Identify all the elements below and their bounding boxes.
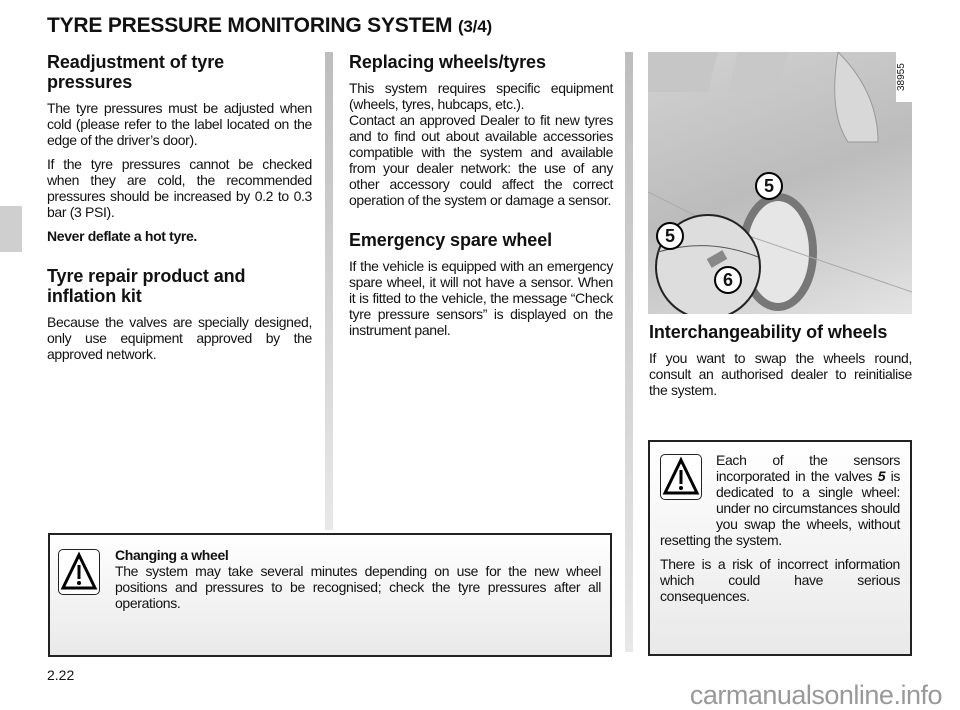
column-divider	[625, 52, 633, 652]
watermark: carmanualsonline.info	[689, 680, 942, 710]
heading-readjustment: Readjustment of tyre pressures	[47, 52, 225, 92]
figure-reference: 38955	[896, 52, 912, 102]
paragraph: If the vehicle is equipped with an emergency spare wheel, it will not have a sensor. When it is fitted to the vehicle, the message “Check tyre pressure sensors” is displayed on the instrument panel.	[349, 258, 613, 338]
heading-interchangeability: Interchangeability of wheels	[649, 322, 888, 342]
paragraph: The tyre pressures must be adjusted when cold (please refer to the label located on the edge of the driver’s door).	[47, 100, 312, 148]
column-3	[649, 322, 912, 406]
ref-5: 5	[877, 468, 886, 484]
warning-box-changing-wheel	[48, 533, 612, 657]
paragraph: Because the valves are specially designed, only use equipment approved by the approved network.	[47, 314, 312, 362]
column-2	[349, 52, 613, 346]
warning-triangle-icon	[660, 454, 702, 500]
warning-text: There is a risk of incorrect information which could have serious consequences.	[660, 556, 900, 604]
warning-heading: Changing a wheel	[115, 547, 229, 563]
paragraph-bold: Never deflate a hot tyre.	[47, 228, 197, 244]
paragraph: Contact an approved Dealer to fit new tyres and to find out about available accessories compatible with the system and available from your dealer network: the use of any other accessory could affect the correct operation of the system or damage a sensor.	[349, 112, 613, 208]
warning-text: The system may take several minutes depending on use for the new wheel positions and pressures to be recognised; check the tyre pressures after all operations.	[115, 563, 601, 611]
callout-6: 6	[714, 266, 742, 294]
paragraph: If you want to swap the wheels round, consult an authorised dealer to reinitialise the system.	[649, 350, 912, 398]
title-part: (3/4)	[457, 17, 492, 36]
heading-replacing-wheels: Replacing wheels/tyres	[349, 52, 546, 72]
page-number: 2.22	[47, 667, 75, 683]
section-tab	[0, 206, 22, 252]
car-wheel-illustration	[648, 52, 912, 314]
paragraph: If the tyre pressures cannot be checked when they are cold, the recommended pressures should be increased by 0.2 to 0.3 bar (3 PSI).	[47, 156, 312, 220]
warning-box-sensors	[648, 440, 912, 656]
warning-triangle-icon	[58, 549, 100, 595]
callout-5: 5	[656, 222, 684, 250]
text: is dedicated to a single wheel: under no circumstances should you swap the wheels, without resetting the system.	[660, 468, 901, 548]
callout-5: 5	[755, 172, 783, 200]
column-divider	[325, 52, 333, 530]
paragraph: This system requires specific equipment (wheels, tyres, hubcaps, etc.).	[349, 80, 613, 112]
heading-repair-kit: Tyre repair product and inflation kit	[47, 266, 246, 306]
page-title	[47, 14, 492, 38]
column-1	[47, 52, 312, 370]
title-text: TYRE PRESSURE MONITORING SYSTEM	[47, 14, 453, 37]
heading-spare-wheel: Emergency spare wheel	[349, 230, 553, 250]
text: Each of the sensors incorporated in the valves	[716, 452, 900, 484]
warning-text	[660, 452, 900, 548]
